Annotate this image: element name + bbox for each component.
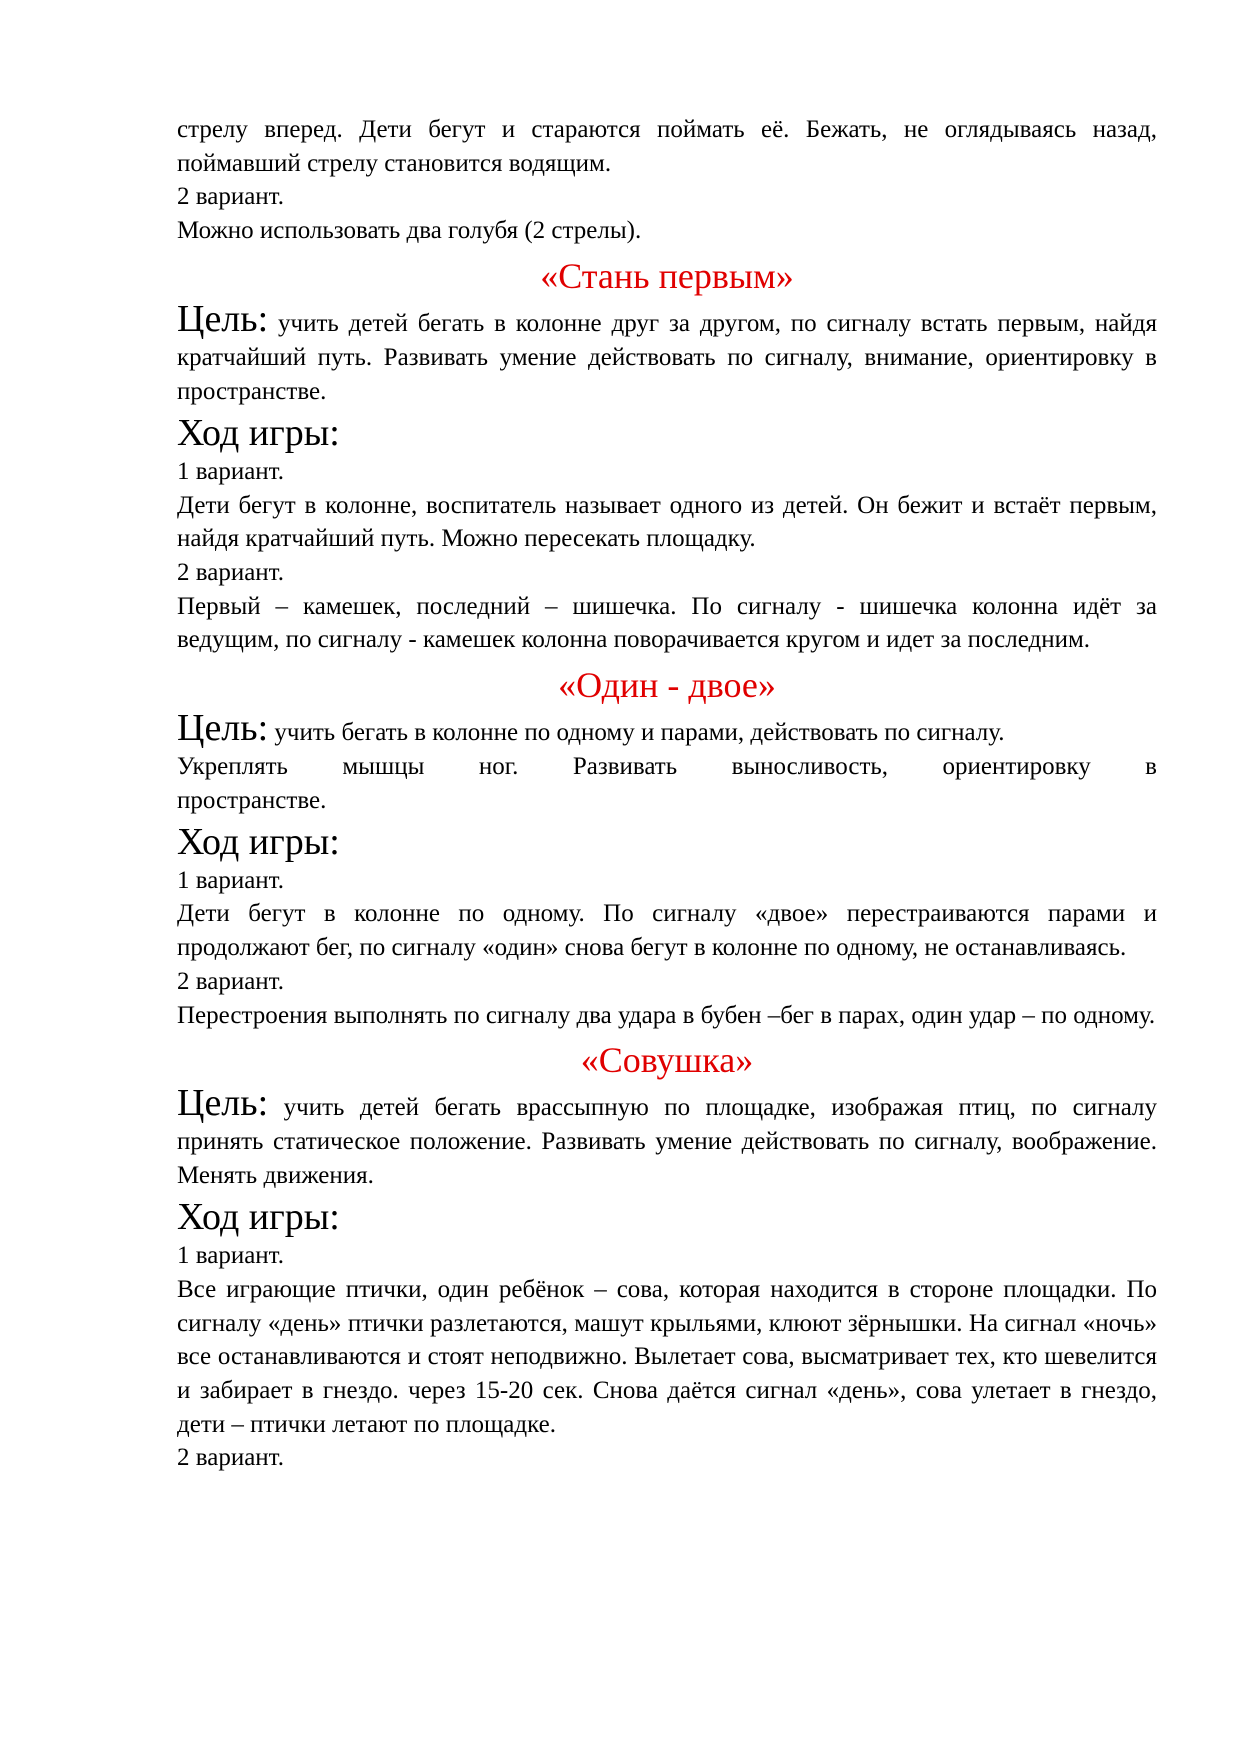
- game2-goal-spread-line: [177, 750, 1157, 784]
- game2-goal-word: Развивать: [572, 753, 678, 781]
- game1-variant-1: 1 вариант.: [177, 457, 284, 485]
- game2-goal-word: выносливость,: [731, 753, 889, 781]
- intro-paragraph: стрелу вперед. Дети бегут и стараются поймать её. Бежать, не оглядываясь назад, поймавший стрелу становится водящим.: [177, 116, 1157, 177]
- game1-text-1: Дети бегут в колонне, воспитатель называет одного из детей. Он бежит и встаёт первым, найдя кратчайший путь. Можно пересекать площадку.: [177, 491, 1157, 553]
- game2-goal-text: учить бегать в колонне по одному и парами, действовать по сигналу.: [268, 719, 1005, 747]
- game3-title: «Совушка»: [580, 1040, 754, 1081]
- game2-goal-label: Цель:: [177, 707, 269, 750]
- game3-hod-heading: Ход игры:: [177, 1196, 340, 1239]
- game1-goal: [177, 297, 1157, 409]
- game3-variant-2: 2 вариант.: [177, 1444, 284, 1472]
- game2-goal-word: ориентировку: [942, 753, 1091, 781]
- game3-variant-1: 1 вариант.: [177, 1242, 284, 1270]
- game3-goal-label: Цель:: [177, 1082, 269, 1125]
- game3-goal: [177, 1082, 1157, 1193]
- game3-text-1: Все играющие птички, один ребёнок – сова, которая находится в стороне площадки. По сигналу «день» птички разлетаются, машут крыльями, клюют зёрнышки. На сигнал «ночь» все останавливаются и стоят неподвижно. Вылетает сова, высматривает тех, кто шевелится и забирает в гнездо. через 15-20 сек. Снова даётся сигнал «день», сова улетает в гнездо, дети – птички летают по площадке.: [177, 1275, 1157, 1438]
- document-page: [177, 113, 1157, 1475]
- game1-title: «Стань первым»: [540, 255, 794, 296]
- game2-title: «Один - двое»: [558, 665, 776, 706]
- game2-goal: [177, 707, 1157, 750]
- game2-text-2: Перестроения выполнять по сигналу два удара в бубен –бег в парах, один удар – по одному.: [177, 1001, 1156, 1029]
- intro-variant-2: 2 вариант.: [177, 183, 284, 211]
- intro-paragraph-2: Можно использовать два голубя (2 стрелы).: [177, 217, 642, 245]
- game1-hod-heading: Ход игры:: [177, 411, 340, 454]
- game2-goal-word: Укреплять: [177, 753, 288, 781]
- game2-goal-end: пространстве.: [177, 787, 327, 815]
- game3-goal-text: учить детей бегать врассыпную по площадке, изображая птиц, по сигналу принять статическое положение. Развивать умение действовать по сигналу, воображение. Менять движения.: [177, 1094, 1157, 1190]
- game2-goal-word: ног.: [478, 753, 519, 781]
- game1-text-2: Первый – камешек, последний – шишечка. По сигналу - шишечка колонна идёт за ведущим, по сигналу - камешек колонна поворачивается кругом и идет за последним.: [177, 592, 1157, 654]
- game2-hod-heading: Ход игры:: [177, 820, 340, 863]
- game2-goal-word: мышцы: [342, 753, 425, 781]
- game2-text-1: Дети бегут в колонне по одному. По сигналу «двое» перестраиваются парами и продолжают бег, по сигналу «один» снова бегут в колонне по одному, не останавливаясь.: [177, 900, 1157, 962]
- game2-variant-1: 1 вариант.: [177, 866, 284, 894]
- game1-variant-2: 2 вариант.: [177, 558, 284, 586]
- game2-goal-word: в: [1145, 753, 1157, 781]
- game1-goal-text: учить детей бегать в колонне друг за другом, по сигналу встать первым, найдя кратчайший путь. Развивать умение действовать по сигналу, внимание, ориентировку в пространстве.: [177, 309, 1157, 405]
- game2-variant-2: 2 вариант.: [177, 967, 284, 995]
- game1-goal-label: Цель:: [177, 297, 269, 340]
